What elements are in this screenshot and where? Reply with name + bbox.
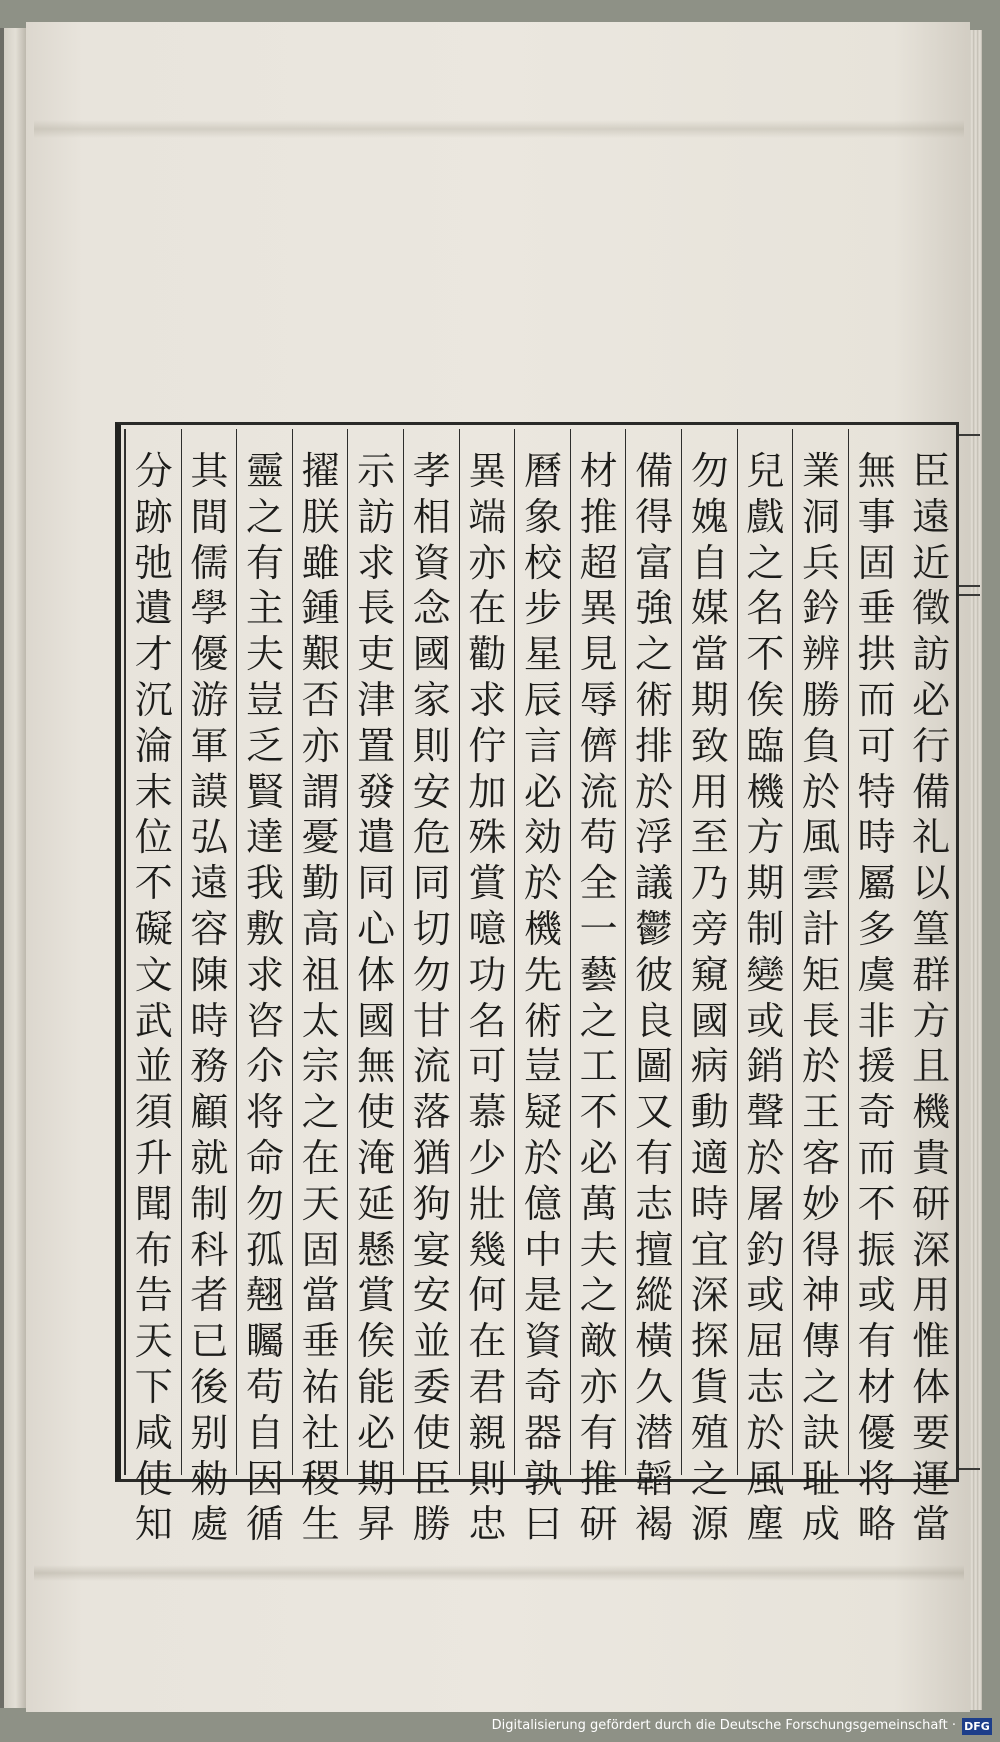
page-edge-tab-mark <box>958 434 980 436</box>
page-edge-tab-mark <box>958 585 980 587</box>
column-text: 分 跡 弛 遺 才 沉 淪 末 位 不 礙 文 武 並 須 升 聞 布 告 天 下 咸 使 知 <box>134 449 173 1547</box>
column-text: 靈 之 有 主 夫 豈 乏 賢 達 我 敷 求 咨 尒 将 命 勿 孤 翹 矚 苟 自 因 循 <box>245 449 284 1547</box>
column-text: 示 訪 求 長 吏 津 置 發 遣 同 心 体 國 無 使 淹 延 懸 賞 俟 能 必 期 昇 <box>357 449 396 1547</box>
text-columns <box>124 429 954 1547</box>
text-column <box>236 429 293 1547</box>
text-column <box>848 429 905 1547</box>
column-text: 臣 遠 近 徵 訪 必 行 備 礼 以 篁 群 方 且 機 貴 研 深 用 惟 体 要 運 當 <box>912 449 951 1547</box>
text-column <box>403 429 460 1547</box>
page-edge-tab-mark <box>958 594 980 596</box>
column-text: 備 得 富 強 之 術 排 於 浮 議 鬱 彼 良 圖 又 有 志 擅 縱 橫 久 潜 韜 褐 <box>635 449 674 1547</box>
text-column <box>792 429 849 1547</box>
lower-paper-crease <box>34 1565 964 1581</box>
text-column <box>681 429 738 1547</box>
text-column <box>737 429 794 1547</box>
text-column <box>125 429 182 1547</box>
column-text: 孝 相 資 念 國 家 則 安 危 同 切 勿 甘 流 落 猶 狗 宴 安 並 委 使 臣 勝 <box>412 449 451 1547</box>
column-text: 擢 朕 雖 鍾 艱 否 亦 謂 憂 勤 高 祖 太 宗 之 在 天 固 當 垂 祐 社 稷 生 <box>301 449 340 1547</box>
column-text: 兒 戲 之 名 不 俟 臨 機 方 期 制 變 或 銷 聲 於 屠 釣 或 屈 志 於 風 塵 <box>746 449 785 1547</box>
column-text: 無 事 固 垂 拱 而 可 特 時 屬 多 虞 非 援 奇 而 不 振 或 有 材 優 将 略 <box>857 449 896 1547</box>
text-column <box>292 429 349 1547</box>
dfg-logo: DFG <box>962 1718 992 1735</box>
column-text: 材 推 超 異 見 辱 儕 流 苟 全 一 藝 之 工 不 必 萬 夫 之 敵 亦 有 推 研 <box>579 449 618 1547</box>
text-column <box>459 429 516 1547</box>
text-column <box>181 429 238 1547</box>
digitization-credit: Digitalisierung gefördert durch die Deutsche Forschungsgemeinschaft · <box>491 1718 956 1733</box>
page-edge-tab-mark <box>958 1468 980 1470</box>
upper-paper-crease <box>34 120 964 138</box>
column-text: 勿 媿 自 媒 當 期 致 用 至 乃 旁 窺 國 病 動 適 時 宜 深 探 貨 殖 之 源 <box>690 449 729 1547</box>
text-column <box>625 429 682 1547</box>
column-text: 曆 象 校 步 星 辰 言 必 効 於 機 先 術 豈 疑 於 億 中 是 資 奇 器 孰 曰 <box>523 449 562 1547</box>
column-text: 業 洞 兵 鈐 辨 勝 負 於 風 雲 計 矩 長 於 王 客 妙 得 神 傳 之 訣 耻 成 <box>801 449 840 1547</box>
left-page-shadow <box>0 28 4 1708</box>
text-column <box>570 429 627 1547</box>
text-column <box>903 429 959 1547</box>
column-text: 異 端 亦 在 勸 求 佇 加 殊 賞 噫 功 名 可 慕 少 壯 幾 何 在 君 親 則 忠 <box>468 449 507 1547</box>
text-column <box>514 429 571 1547</box>
text-frame <box>115 422 959 1547</box>
column-text: 其 間 儒 學 優 游 軍 謨 弘 遠 容 陳 時 務 顧 就 制 科 者 已 後 别 勑 處 <box>190 449 229 1547</box>
text-column <box>347 429 404 1547</box>
